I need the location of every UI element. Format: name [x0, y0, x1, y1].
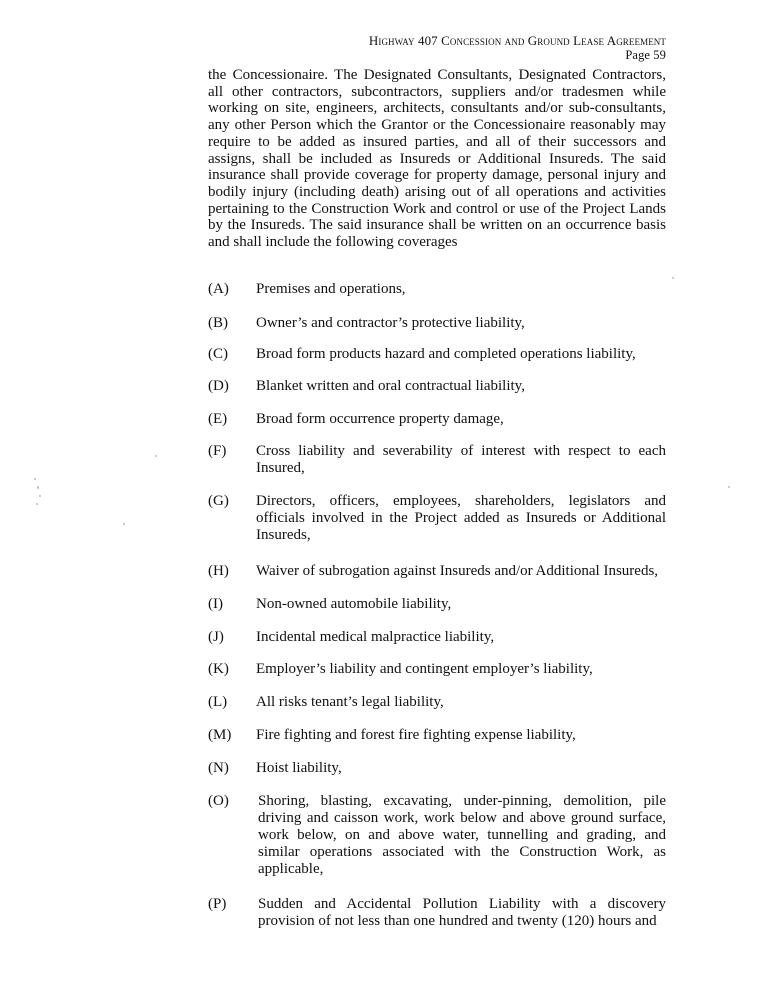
item-text: Shoring, blasting, excavating, under-pinning, demolition, pile driving and caisson work, work below and above ground surface, work below, on and above water, tunnelling and grading, and similar operations associated with the Construction Work, as applicable, [258, 793, 666, 877]
item-letter: (N) [208, 760, 229, 776]
coverage-item-e [208, 411, 666, 428]
item-text: All risks tenant’s legal liability, [256, 694, 444, 710]
coverage-item-d [208, 378, 666, 395]
item-letter: (K) [208, 661, 229, 677]
item-text: Broad form occurrence property damage, [256, 411, 504, 427]
coverage-item-a [208, 281, 666, 298]
item-text: Non-owned automobile liability, [256, 596, 452, 612]
document-title: Highway 407 Concession and Ground Lease Agreement [368, 33, 666, 48]
coverage-item-c [208, 346, 666, 363]
item-letter: (B) [208, 315, 228, 331]
item-text: Sudden and Accidental Pollution Liability with a discovery provision of not less than one hundred and twenty (120) hours and [258, 896, 666, 929]
item-text: Incidental medical malpractice liability, [256, 629, 495, 645]
item-letter: (M) [208, 727, 232, 743]
item-letter: (J) [208, 629, 224, 645]
item-text: Blanket written and oral contractual liability, [256, 378, 525, 394]
coverage-item-o [208, 793, 666, 878]
item-text: Cross liability and severability of interest with respect to each Insured, [256, 443, 666, 476]
item-text: Broad form products hazard and completed operations liability, [256, 346, 636, 362]
item-letter: (F) [208, 443, 227, 459]
scan-speck [34, 478, 36, 480]
coverage-item-f [208, 443, 666, 477]
item-letter: (D) [208, 378, 229, 394]
item-text: Waiver of subrogation against Insureds and/or Additional Insureds, [256, 563, 659, 579]
item-letter: (I) [208, 596, 223, 612]
page-number: Page 59 [625, 48, 666, 62]
scan-speck [36, 503, 38, 505]
item-text: Hoist liability, [256, 760, 342, 776]
coverage-item-p [208, 896, 666, 930]
coverage-item-l [208, 694, 666, 711]
item-letter: (G) [208, 493, 229, 509]
scan-speck [155, 455, 157, 457]
scan-speck [123, 523, 125, 525]
coverage-item-h [208, 563, 666, 580]
item-text: Owner’s and contractor’s protective liability, [256, 315, 525, 331]
coverage-item-b [208, 315, 666, 332]
item-letter: (H) [208, 563, 229, 579]
coverage-item-g [208, 493, 666, 544]
intro-paragraph: the Concessionaire. The Designated Consultants, Designated Contractors, all other contractors, subcontractors, suppliers and/or tradesmen while working on site, engineers, architects, consultants and/or sub-consultants, any other Person which the Grantor or the Concessionaire reasonably may require to be added as insured parties, and all of their successors and assigns, shall be included as Insureds or Additional Insureds. The said insurance shall provide coverage for property damage, personal injury and bodily injury (including death) arising out of all operations and activities pertaining to the Construction Work and control or use of the Project Lands by the Insureds. The said insurance shall be written on an occurrence basis and shall include the following coverages [208, 67, 666, 251]
coverage-item-n [208, 760, 666, 777]
scan-speck [37, 486, 39, 489]
item-text: Premises and operations, [256, 281, 406, 297]
scan-speck [672, 277, 674, 279]
item-text: Fire fighting and forest fire fighting expense liability, [256, 727, 576, 743]
item-letter: (C) [208, 346, 228, 362]
scan-speck [39, 495, 41, 497]
coverage-item-k [208, 661, 666, 678]
item-letter: (P) [208, 896, 227, 912]
item-letter: (L) [208, 694, 228, 710]
coverage-item-j [208, 629, 666, 646]
item-text: Employer’s liability and contingent employer’s liability, [256, 661, 593, 677]
item-letter: (E) [208, 411, 228, 427]
item-text: Directors, officers, employees, shareholders, legislators and officials involved in the Project added as Insureds or Additional Insureds, [256, 493, 666, 543]
item-letter: (O) [208, 793, 229, 809]
scan-speck [728, 486, 730, 488]
coverage-item-i [208, 596, 666, 613]
page-header [369, 33, 666, 63]
coverage-item-m [208, 727, 666, 744]
item-letter: (A) [208, 281, 229, 297]
